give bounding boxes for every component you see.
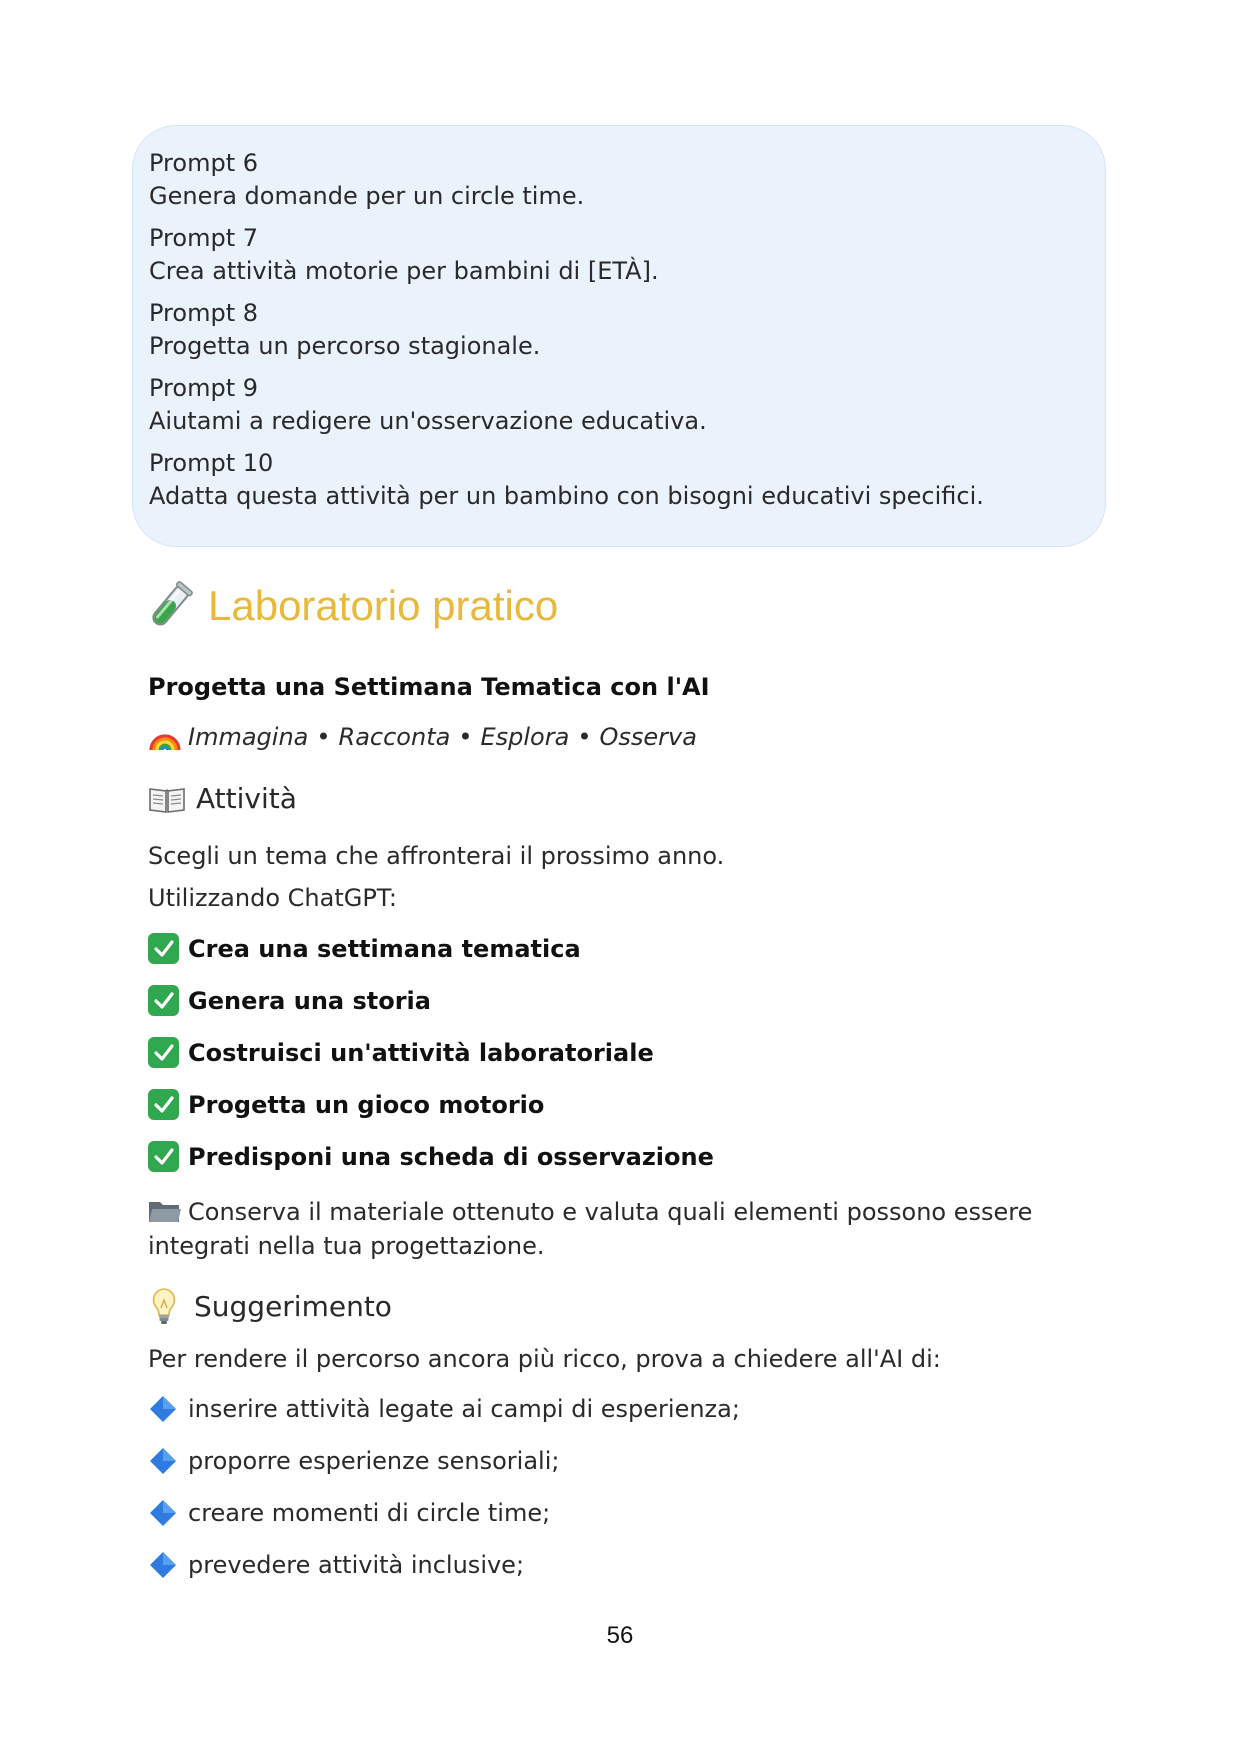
activity-main-heading: Progetta una Settimana Tematica con l'AI [148,673,710,701]
keyword: Immagina [188,723,309,751]
blue-diamond-icon [148,1394,178,1424]
rainbow-icon [148,722,182,752]
prompt-title: Prompt 8 [149,299,258,327]
open-book-icon [148,784,186,814]
activity-intro: Scegli un tema che affronterai il prossimo anno. [148,842,725,870]
check-mark-icon [148,1089,179,1120]
checklist-text: Costruisci un'attività laboratoriale [188,1038,654,1067]
checklist-text: Progetta un gioco motorio [188,1090,545,1119]
test-tube-icon [146,580,194,632]
check-mark-icon [148,1141,179,1172]
separator: • [316,723,331,751]
suggestion-subheading-text: Suggerimento [194,1289,392,1323]
prompt-item [149,372,1089,438]
suggestion-item [148,1394,740,1424]
suggestion-text: creare momenti di circle time; [188,1499,551,1527]
check-mark-icon [148,933,179,964]
prompt-item [149,297,1089,363]
checklist-item [148,933,581,964]
suggestion-text: prevedere attività inclusive; [188,1551,525,1579]
prompt-text: Progetta un percorso stagionale. [149,332,541,360]
prompt-text: Aiutami a redigere un'osservazione educativa. [149,407,707,435]
light-bulb-icon [148,1286,180,1326]
prompt-text: Crea attività motorie per bambini di [ETÀ]. [149,257,659,285]
prompt-box [132,125,1106,547]
prompt-text: Adatta questa attività per un bambino con bisogni educativi specifici. [149,482,984,510]
checklist-item [148,1089,544,1120]
check-mark-icon [148,1037,179,1068]
suggestion-subheading [148,1286,392,1326]
section-title-text: Laboratorio pratico [208,582,559,629]
check-mark-icon [148,985,179,1016]
checklist-text: Predisponi una scheda di osservazione [188,1142,714,1171]
prompt-item [149,222,1089,288]
blue-diamond-icon [148,1550,178,1580]
folder-icon [148,1198,182,1224]
suggestion-item [148,1550,524,1580]
activity-intro-chatgpt: Utilizzando ChatGPT: [148,884,397,912]
prompt-text: Genera domande per un circle time. [149,182,585,210]
page-number: 56 [606,1622,634,1649]
blue-diamond-icon [148,1498,178,1528]
suggestion-intro: Per rendere il percorso ancora più ricco, prova a chiedere all'AI di: [148,1345,941,1373]
checklist-text: Genera una storia [188,986,431,1015]
prompt-title: Prompt 6 [149,149,258,177]
keyword: Osserva [599,723,697,751]
separator: • [577,723,592,751]
separator: • [458,723,473,751]
section-title [146,578,558,634]
activity-subheading [148,782,297,815]
conservation-note [148,1195,1098,1263]
checklist-item [148,1141,714,1172]
activity-subheading-text: Attività [196,782,297,815]
suggestion-item [148,1498,550,1528]
keywords-line [148,722,697,752]
prompt-title: Prompt 10 [149,449,274,477]
keyword: Racconta [338,723,451,751]
prompt-title: Prompt 7 [149,224,258,252]
checklist-text: Crea una settimana tematica [188,934,581,963]
suggestion-text: proporre esperienze sensoriali; [188,1447,560,1475]
keyword: Esplora [480,723,570,751]
suggestion-text: inserire attività legate ai campi di esperienza; [188,1395,740,1423]
conservation-note-text: Conserva il materiale ottenuto e valuta quali elementi possono essere integrati nella tua progettazione. [148,1198,1033,1260]
prompt-title: Prompt 9 [149,374,258,402]
suggestion-item [148,1446,559,1476]
prompt-item [149,147,1089,213]
checklist-item [148,1037,654,1068]
checklist-item [148,985,431,1016]
blue-diamond-icon [148,1446,178,1476]
prompt-item [149,447,1089,513]
